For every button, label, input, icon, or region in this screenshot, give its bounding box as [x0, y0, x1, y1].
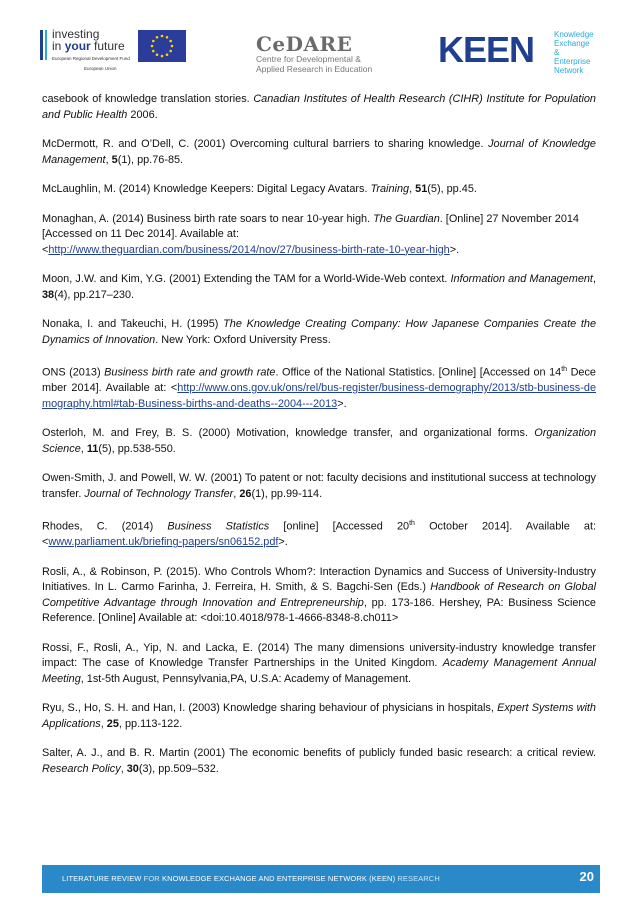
reference-cihr: casebook of knowledge translation stories. Canadian Institutes of Health Research (CIHR) Institute for Population and Public Health 2006.: [42, 93, 596, 121]
eu-flag-icon: [138, 30, 186, 62]
eu-label: European Union: [84, 66, 117, 71]
page-header: [0, 0, 638, 88]
cedare-title: CeDARE: [256, 32, 353, 56]
investing-in-your-future-logo: [38, 26, 188, 76]
reference-list: [42, 92, 596, 791]
investing-fund-label: European Regional Development Fund: [52, 56, 130, 61]
reference-moon: Moon, J.W. and Kim, Y.G. (2001) Extending the TAM for a World-Wide-Web context. Information and Management, 38(4), pp.217–230.: [42, 273, 596, 301]
footer-title: LITERATURE REVIEW FOR KNOWLEDGE EXCHANGE AND ENTERPRISE NETWORK (KEEN) RESEARCH: [62, 874, 440, 883]
page-footer: [42, 865, 600, 893]
reference-salter: Salter, A. J., and B. R. Martin (2001) The economic benefits of publicly funded basic research: a critical review. Research Policy, 30(3), pp.509–532.: [42, 747, 596, 775]
logo-stripes-icon: [40, 28, 52, 62]
cedare-subtitle-2: Applied Research in Education: [256, 64, 373, 74]
reference-mcdermott: McDermott, R. and O’Dell, C. (2001) Overcoming cultural barriers to sharing knowledge. Journal of Knowledge Management, 5(1), pp.76-85.: [42, 138, 596, 166]
page-number: 20: [579, 869, 594, 884]
reference-ons: ONS (2013) Business birth rate and growth rate. Office of the National Statistics. [Online] [Accessed on 14th December 2014]. Available at: <http://www.ons.gov.uk/ons/rel/bus-register/business-demography/2013/stb-business-demography.html#tab-Business-births-and-deaths--2004---2013>.: [42, 366, 596, 410]
keen-tagline: Knowledge Exchange & Enterprise Network: [554, 30, 594, 75]
reference-link-guardian[interactable]: http://www.theguardian.com/business/2014/nov/27/business-birth-rate-10-year-high: [48, 243, 450, 256]
keen-logo: [438, 26, 598, 76]
reference-mclaughlin: McLaughlin, M. (2014) Knowledge Keepers: Digital Legacy Avatars. Training, 51(5), pp.45.: [42, 183, 477, 195]
investing-slogan: investing in your future: [52, 27, 125, 53]
reference-link-ons[interactable]: http://www.ons.gov.uk/ons/rel/bus-register/business-demography/2013/stb-business-demography.html#tab-Business-births-and-deaths--2004---2013: [42, 382, 596, 410]
cedare-subtitle-1: Centre for Developmental &: [256, 54, 361, 64]
reference-rhodes: Rhodes, C. (2014) Business Statistics [online] [Accessed 20th October 2014]. Available at: <www.parliament.uk/briefing-papers/sn06152.pdf>.: [42, 520, 596, 549]
reference-osterloh: Osterloh, M. and Frey, B. S. (2000) Motivation, knowledge transfer, and organizational forms. Organization Science, 11(5), pp.538-550.: [42, 427, 596, 455]
reference-ryu: Ryu, S., Ho, S. H. and Han, I. (2003) Knowledge sharing behaviour of physicians in hospitals, Expert Systems with Applications, 25, pp.113-122.: [42, 702, 596, 730]
reference-rossi: Rossi, F., Rosli, A., Yip, N. and Lacka, E. (2014) The many dimensions university-industry knowledge transfer impact: The case of Knowledge Transfer Partnerships in the United Kingdom. Academy Management Annual Meeting, 1st-5th August, Pennsylvania,PA, U.S.A: Academy of Management.: [42, 641, 596, 685]
cedare-logo: [256, 34, 386, 74]
reference-nonaka: Nonaka, I. and Takeuchi, H. (1995) The Knowledge Creating Company: How Japanese Companies Create the Dynamics of Innovation. New York: Oxford University Press.: [42, 318, 597, 346]
keen-wordmark: KEEN: [438, 29, 535, 70]
reference-monaghan: Monaghan, A. (2014) Business birth rate soars to near 10-year high. The Guardian. [Online] 27 November 2014 [Accessed on 11 Dec 2014]. Available at: <http://www.theguardian.com/business/2014/nov/27/business-birth-rate-10-year-high>.: [42, 212, 579, 256]
reference-link-parliament[interactable]: www.parliament.uk/briefing-papers/sn06152.pdf: [48, 536, 279, 549]
reference-rosli: Rosli, A., & Robinson, P. (2015). Who Controls Whom?: Interaction Dynamics and Success of University-Industry Initiatives. In L. Carmo Farinha, J. Ferreira, H. Smith, & S. Bagchi-Sen (Eds.) Handbook of Research on Global Competitive Advantage through Innovation and Entrepreneurship, pp. 173-186. Hershey, PA: Business Science Reference. [Online] Available at: <doi:10.4018/978-1-4666-8348-8.ch011>: [42, 565, 596, 625]
reference-owen-smith: Owen-Smith, J. and Powell, W. W. (2001) To patent or not: faculty decisions and institutional success at technology transfer. Journal of Technology Transfer, 26(1), pp.99-114.: [42, 472, 596, 500]
